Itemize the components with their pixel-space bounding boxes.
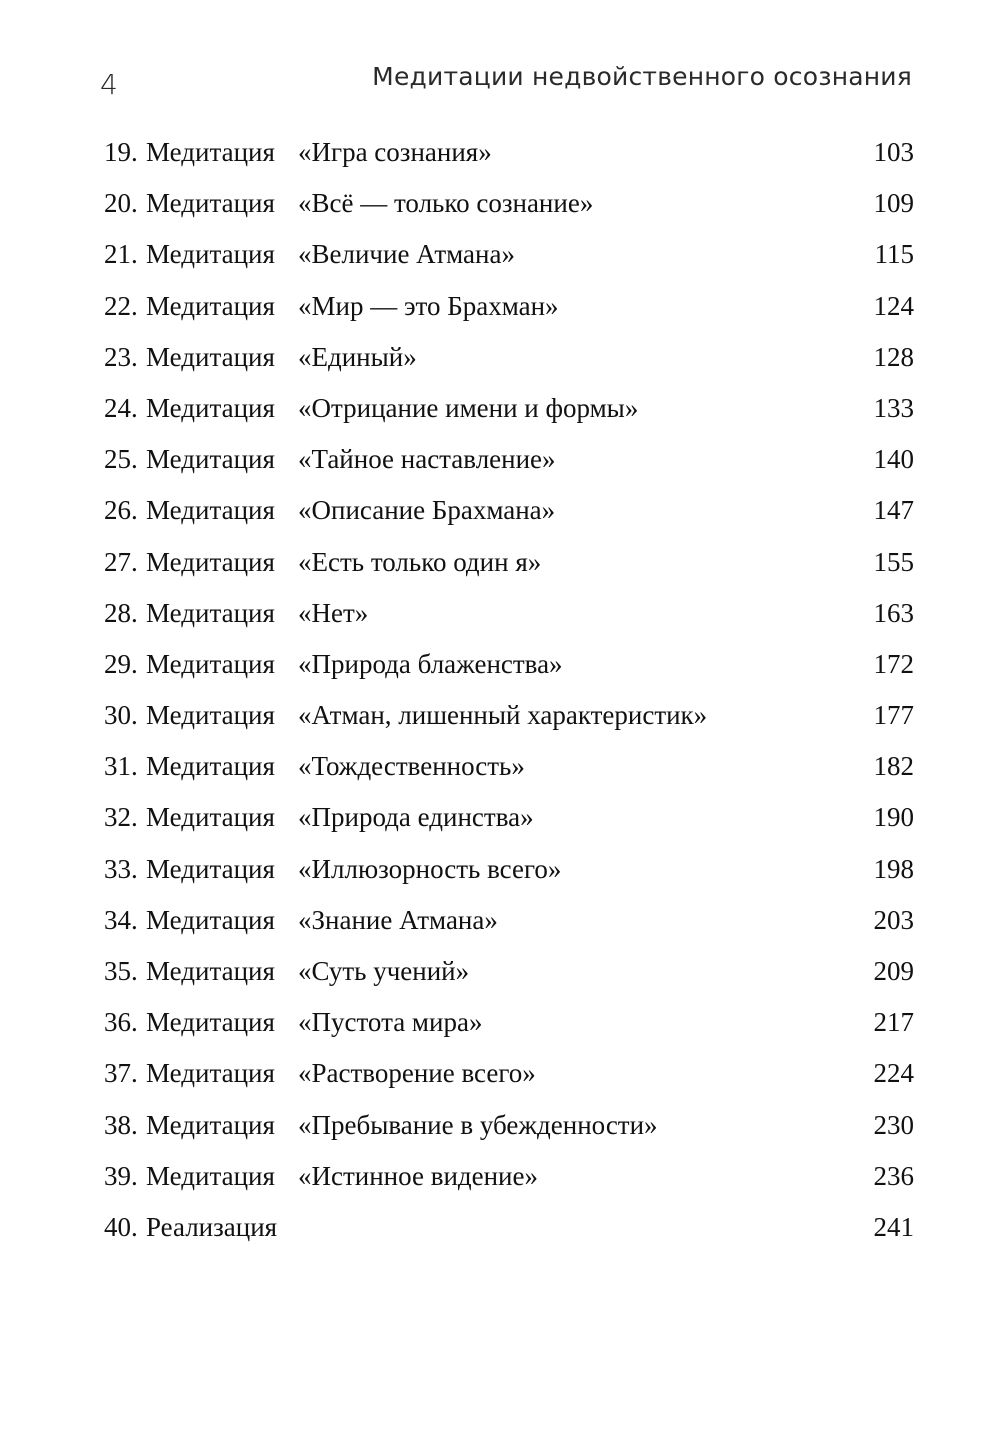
toc-entry-number: 23. (104, 341, 138, 372)
toc-entry (104, 131, 914, 182)
toc-entry-title: «Тайное наставление» (298, 444, 556, 475)
toc-entry-number: 22. (104, 290, 138, 321)
toc-entry-title: «Величие Атмана» (298, 239, 515, 270)
toc-entry (104, 745, 914, 796)
toc-entry (104, 848, 914, 899)
toc-entry-kind: Медитация (146, 597, 275, 628)
toc-entry-number: 27. (104, 546, 138, 577)
toc-entry-kind: Медитация (146, 1109, 275, 1140)
toc-entry (104, 1206, 914, 1257)
toc-entry-title: «Суть учений» (298, 956, 470, 986)
toc-entry-page: 133 (873, 392, 914, 423)
running-title: Медитации недвойственного осознания (372, 62, 912, 91)
toc-entry-title: «Иллюзорность всего» (298, 853, 562, 884)
toc-entry-title: «Атман, лишенный характеристик» (298, 700, 708, 731)
toc-entry-title: «Игра сознания» (298, 137, 492, 167)
toc-entry-number: 33. (104, 853, 138, 884)
toc-entry (104, 438, 914, 489)
toc-entry-title: «Пустота мира» (298, 1007, 483, 1038)
toc-entry (104, 643, 914, 694)
toc-entry-title: «Природа единства» (298, 802, 534, 833)
toc-entry (104, 694, 914, 745)
toc-entry-number: 31. (104, 751, 138, 782)
toc-entry-kind: Медитация (146, 904, 275, 935)
toc-entry-number: 38. (104, 1109, 138, 1140)
toc-entry (104, 336, 914, 387)
toc-entry-kind: Медитация (146, 802, 275, 833)
toc-entry-kind: Медитация (146, 290, 275, 321)
toc-entry-kind: Медитация (146, 956, 275, 986)
toc-entry-title: «Растворение всего» (298, 1058, 536, 1089)
toc-entry-page: 109 (873, 188, 914, 219)
toc-entry-kind: Медитация (146, 648, 275, 679)
toc-entry-kind: Медитация (146, 1160, 275, 1191)
toc-entry-page: 182 (873, 751, 914, 782)
toc-entry-title: «Нет» (298, 597, 369, 628)
toc-entry (104, 387, 914, 438)
toc-entry-kind: Медитация (146, 188, 275, 219)
toc-entry-kind: Медитация (146, 444, 275, 475)
toc-entry-page: 172 (873, 648, 914, 679)
toc-entry-number: 26. (104, 495, 138, 526)
toc-entry (104, 950, 914, 1001)
toc-entry-title: «Знание Атмана» (298, 904, 498, 935)
table-of-contents (104, 131, 914, 1257)
toc-entry-page: 128 (873, 341, 914, 372)
toc-entry (104, 541, 914, 592)
toc-entry (104, 796, 914, 847)
toc-entry (104, 489, 914, 540)
toc-entry-page: 217 (873, 1007, 914, 1038)
toc-entry-kind: Медитация (146, 751, 275, 782)
toc-entry-page: 177 (873, 700, 914, 731)
toc-entry-number: 40. (104, 1211, 138, 1242)
toc-entry-title: «Описание Брахмана» (298, 495, 556, 526)
toc-entry-title: «Всё — только сознание» (298, 188, 594, 219)
page-number: 4 (100, 68, 118, 101)
toc-entry-number: 35. (104, 956, 138, 986)
toc-entry-number: 24. (104, 392, 138, 423)
toc-entry-title: «Есть только один я» (298, 546, 542, 577)
toc-entry-title: «Истинное видение» (298, 1160, 538, 1191)
toc-entry-kind: Медитация (146, 239, 275, 270)
toc-entry (104, 182, 914, 233)
toc-entry-title: «Отрицание имени и формы» (298, 392, 639, 423)
toc-entry-number: 20. (104, 188, 138, 219)
toc-entry-number: 32. (104, 802, 138, 833)
toc-entry-page: 236 (873, 1160, 914, 1191)
toc-entry-number: 28. (104, 597, 138, 628)
toc-entry-page: 163 (873, 597, 914, 628)
toc-entry-page: 155 (873, 546, 914, 577)
toc-entry-title: «Мир — это Брахман» (298, 290, 559, 321)
toc-entry-page: 103 (873, 137, 914, 167)
toc-entry-page: 198 (873, 853, 914, 884)
toc-entry (104, 1155, 914, 1206)
toc-entry-title: «Тождественность» (298, 751, 525, 782)
toc-entry-number: 19. (104, 137, 138, 167)
toc-entry-number: 36. (104, 1007, 138, 1038)
toc-entry-number: 25. (104, 444, 138, 475)
toc-entry-number: 21. (104, 239, 138, 270)
toc-entry-kind: Реализация (146, 1211, 278, 1242)
toc-entry-page: 124 (873, 290, 914, 321)
toc-entry-page: 241 (873, 1211, 914, 1242)
toc-entry-number: 29. (104, 648, 138, 679)
toc-entry-title: «Природа блаженства» (298, 648, 563, 679)
toc-entry (104, 233, 914, 284)
toc-entry-kind: Медитация (146, 495, 275, 526)
toc-entry-page: 147 (873, 495, 914, 526)
toc-entry-page: 230 (873, 1109, 914, 1140)
toc-entry-page: 209 (873, 956, 914, 986)
toc-entry-kind: Медитация (146, 392, 275, 423)
toc-entry-number: 30. (104, 700, 138, 731)
toc-entry-kind: Медитация (146, 1058, 275, 1089)
toc-entry-kind: Медитация (146, 1007, 275, 1038)
toc-entry-kind: Медитация (146, 341, 275, 372)
toc-entry (104, 1052, 914, 1103)
toc-entry (104, 899, 914, 950)
toc-entry-number: 34. (104, 904, 138, 935)
toc-entry-number: 37. (104, 1058, 138, 1089)
toc-entry-title: «Единый» (298, 341, 417, 372)
toc-entry-title: «Пребывание в убежденности» (298, 1109, 658, 1140)
toc-entry-kind: Медитация (146, 700, 275, 731)
toc-entry-page: 203 (873, 904, 914, 935)
toc-entry-number: 39. (104, 1160, 138, 1191)
toc-entry-kind: Медитация (146, 853, 275, 884)
toc-entry (104, 592, 914, 643)
toc-entry (104, 1104, 914, 1155)
toc-entry-page: 115 (874, 239, 914, 270)
toc-entry-page: 140 (873, 444, 914, 475)
toc-entry-page: 224 (873, 1058, 914, 1089)
toc-entry-page: 190 (873, 802, 914, 833)
toc-entry (104, 285, 914, 336)
toc-entry-kind: Медитация (146, 546, 275, 577)
toc-entry-kind: Медитация (146, 137, 275, 167)
toc-entry (104, 1001, 914, 1052)
